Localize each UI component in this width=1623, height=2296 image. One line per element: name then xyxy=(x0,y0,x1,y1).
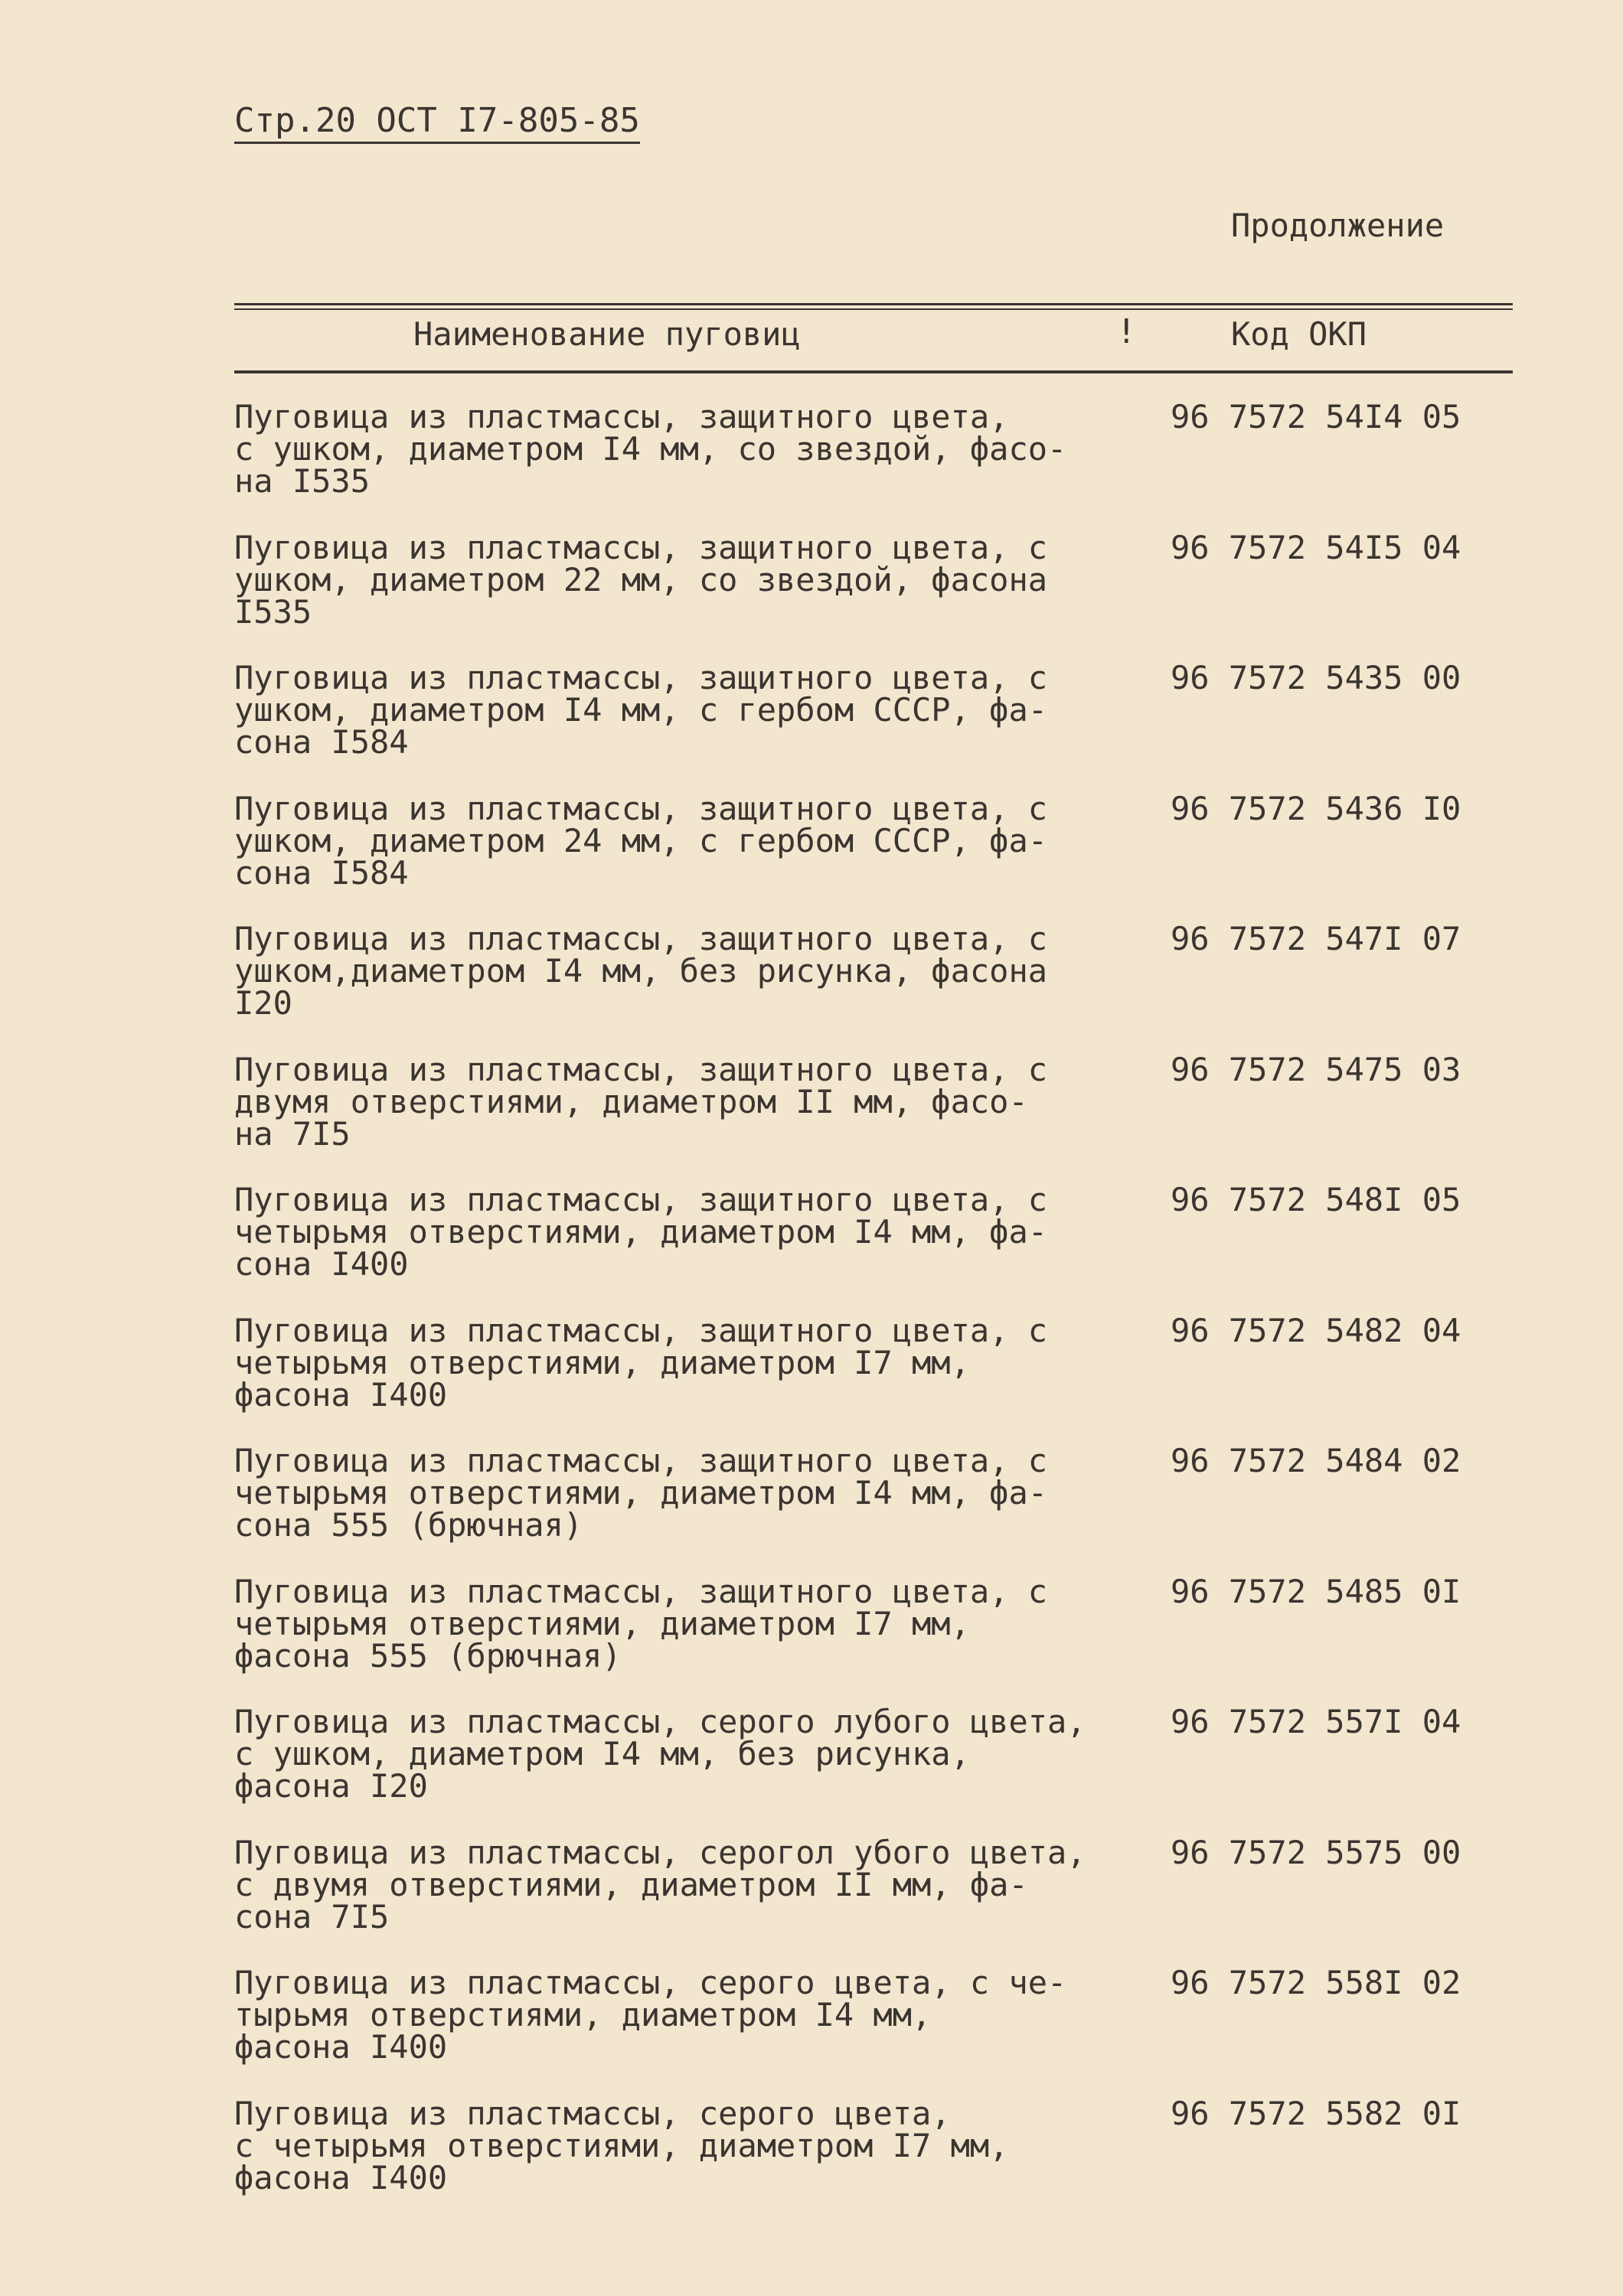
row-description: Пуговица из пластмассы, защитного цвета, с ушком, диаметром I4 мм, со звездой, фасо- на I535 xyxy=(234,398,1067,500)
table-row xyxy=(234,1964,1513,2098)
table-row xyxy=(234,1311,1513,1446)
table-row xyxy=(234,789,1513,924)
row-code: 96 7572 54I5 04 xyxy=(1171,528,1461,566)
column-header-name: Наименование пуговиц xyxy=(413,315,801,353)
row-code: 96 7572 5475 03 xyxy=(1171,1050,1461,1088)
column-header-code: Код ОКП xyxy=(1231,315,1367,353)
row-description: Пуговица из пластмассы, серогол убого цвета, с двумя отверстиями, диаметром II мм, фа- сона 7I5 xyxy=(234,1833,1086,1936)
row-description: Пуговица из пластмассы, защитного цвета, с ушком, диаметром I4 мм, с гербом СССР, фа- сона I584 xyxy=(234,659,1048,761)
page-header: Стр.20 ОСТ I7-805-85 xyxy=(234,101,640,144)
row-description: Пуговица из пластмассы, защитного цвета, с двумя отверстиями, диаметром II мм, фасо- на 7I5 xyxy=(234,1050,1048,1153)
table-top-rule-inner xyxy=(234,308,1513,310)
row-code: 96 7572 5482 04 xyxy=(1171,1311,1461,1349)
row-description: Пуговица из пластмассы, серого лубого цвета, с ушком, диаметром I4 мм, без рисунка, фасона I20 xyxy=(234,1703,1086,1805)
row-code: 96 7572 5582 0I xyxy=(1171,2094,1461,2132)
row-code: 96 7572 548I 05 xyxy=(1171,1181,1461,1218)
row-code: 96 7572 5484 02 xyxy=(1171,1442,1461,1479)
table-row xyxy=(234,398,1513,532)
table-row xyxy=(234,528,1513,663)
row-code: 96 7572 5436 I0 xyxy=(1171,789,1461,827)
row-description: Пуговица из пластмассы, защитного цвета, с четырьмя отверстиями, диаметром I7 мм, фасона 555 (брючная) xyxy=(234,1572,1048,1675)
row-description: Пуговица из пластмассы, защитного цвета, с четырьмя отверстиями, диаметром I4 мм, фа- сона 555 (брючная) xyxy=(234,1442,1048,1544)
table-row xyxy=(234,1572,1513,1707)
row-code: 96 7572 557I 04 xyxy=(1171,1703,1461,1740)
table-row xyxy=(234,1442,1513,1576)
row-description: Пуговица из пластмассы, защитного цвета, с ушком, диаметром 22 мм, со звездой, фасона I535 xyxy=(234,528,1048,631)
continuation-label: Продолжение xyxy=(1231,207,1445,244)
row-description: Пуговица из пластмассы, серого цвета, с че- тырьмя отверстиями, диаметром I4 мм, фасона I400 xyxy=(234,1964,1067,2066)
row-code: 96 7572 5485 0I xyxy=(1171,1572,1461,1610)
row-code: 96 7572 5435 00 xyxy=(1171,659,1461,696)
table-top-rule xyxy=(234,303,1513,305)
table-header-rule xyxy=(234,370,1513,373)
table-row xyxy=(234,1181,1513,1315)
column-separator: ! xyxy=(1116,312,1137,351)
row-code: 96 7572 54I4 05 xyxy=(1171,398,1461,435)
row-description: Пуговица из пластмассы, защитного цвета, с четырьмя отверстиями, диаметром I4 мм, фа- сона I400 xyxy=(234,1181,1048,1283)
table-body xyxy=(234,398,1513,2228)
table-row xyxy=(234,1050,1513,1185)
table-row xyxy=(234,2094,1513,2229)
table-row xyxy=(234,659,1513,793)
row-description: Пуговица из пластмассы, серого цвета, с четырьмя отверстиями, диаметром I7 мм, фасона I400 xyxy=(234,2094,1009,2197)
row-description: Пуговица из пластмассы, защитного цвета, с четырьмя отверстиями, диаметром I7 мм, фасона I400 xyxy=(234,1311,1048,1414)
table-row xyxy=(234,920,1513,1054)
row-description: Пуговица из пластмассы, защитного цвета, с ушком,диаметром I4 мм, без рисунка, фасона I20 xyxy=(234,920,1048,1022)
row-code: 96 7572 547I 07 xyxy=(1171,920,1461,957)
row-description: Пуговица из пластмассы, защитного цвета, с ушком, диаметром 24 мм, с гербом СССР, фа- сона I584 xyxy=(234,789,1048,892)
table-row xyxy=(234,1703,1513,1837)
table-row xyxy=(234,1833,1513,1968)
row-code: 96 7572 558I 02 xyxy=(1171,1964,1461,2001)
row-code: 96 7572 5575 00 xyxy=(1171,1833,1461,1871)
